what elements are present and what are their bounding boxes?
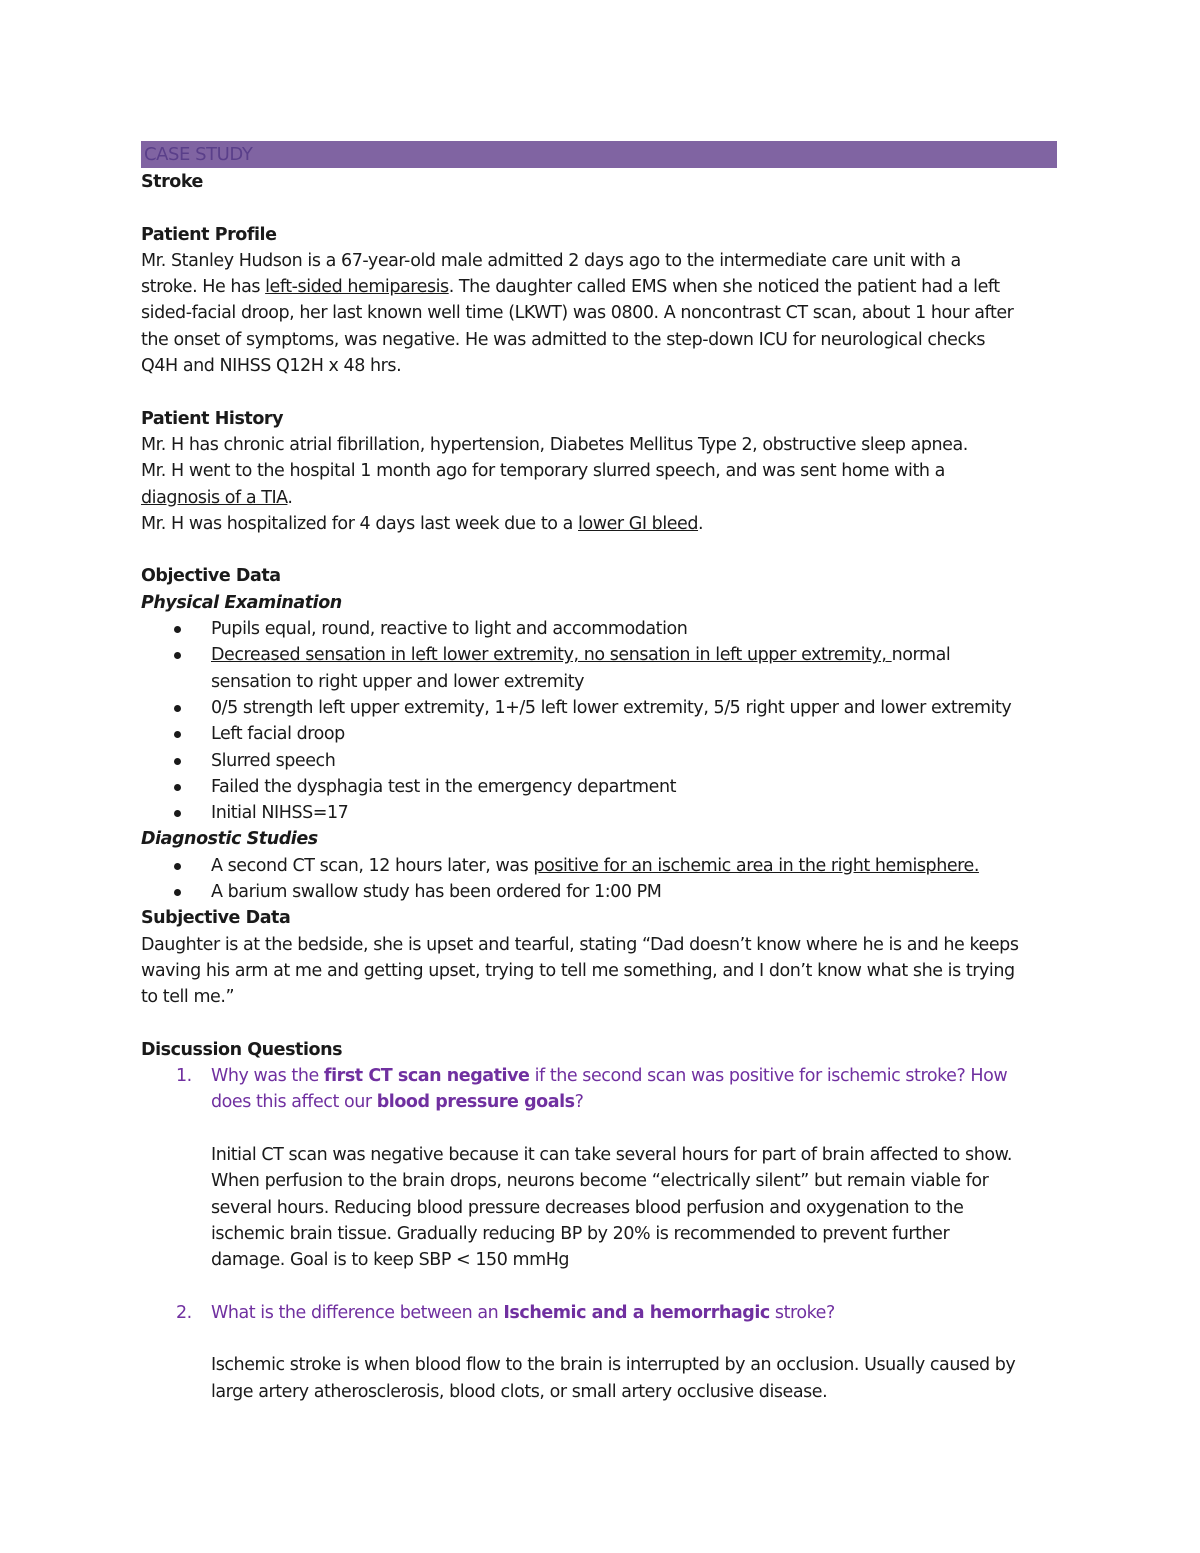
- profile-line: sided-facial droop, her last known well time (LKWT) was 0800. A noncontrast CT scan, about 1 hour after: [141, 303, 1014, 324]
- underlined-text: lower GI bleed: [578, 513, 699, 534]
- subjective-line: to tell me.”: [141, 987, 235, 1008]
- bullet-icon: [174, 731, 181, 738]
- bullet-icon: [174, 784, 181, 791]
- case-study-banner: CASE STUDY: [141, 141, 1057, 168]
- bullet-icon: [174, 705, 181, 712]
- underlined-text: Decreased sensation in left lower extremity, no sensation in left upper extremity,: [211, 645, 892, 666]
- answer-line: damage. Goal is to keep SBP < 150 mmHg: [211, 1250, 570, 1271]
- history-line: Mr. H was hospitalized for 4 days last week due to a lower GI bleed.: [141, 513, 704, 534]
- answer-line: When perfusion to the brain drops, neurons become “electrically silent” but remain viable for: [211, 1171, 989, 1192]
- subjective-line: waving his arm at me and getting upset, trying to tell me something, and I don’t know what she is trying: [141, 960, 1015, 981]
- discussion-questions-heading: Discussion Questions: [141, 1039, 343, 1060]
- list-item: A barium swallow study has been ordered for 1:00 PM: [141, 879, 1057, 905]
- question-1-continuation: does this affect our blood pressure goals?: [211, 1092, 584, 1113]
- list-item: Pupils equal, round, reactive to light and accommodation: [141, 616, 1057, 642]
- profile-line: stroke. He has left-sided hemiparesis. The daughter called EMS when she noticed the patient had a left: [141, 277, 1000, 298]
- list-item: A second CT scan, 12 hours later, was positive for an ischemic area in the right hemisphere.: [141, 853, 1057, 879]
- question-2: 2. What is the difference between an Ischemic and a hemorrhagic stroke?: [141, 1300, 1057, 1326]
- bullet-icon: [174, 652, 181, 659]
- question-1: 1. Why was the first CT scan negative if the second scan was positive for ischemic stroke? How: [141, 1063, 1057, 1089]
- history-line: Mr. H went to the hospital 1 month ago for temporary slurred speech, and was sent home with a: [141, 461, 945, 482]
- list-item: Failed the dysphagia test in the emergency department: [141, 774, 1057, 800]
- bullet-icon: [174, 626, 181, 633]
- question-number: 2.: [176, 1302, 192, 1323]
- document-title: Stroke: [141, 172, 203, 192]
- subjective-data-heading: Subjective Data: [141, 908, 291, 929]
- profile-line: the onset of symptoms, was negative. He was admitted to the step-down ICU for neurological checks: [141, 329, 986, 350]
- list-item: Initial NIHSS=17: [141, 800, 1057, 826]
- list-item-continuation: sensation to right upper and lower extremity: [211, 671, 585, 692]
- profile-line: Mr. Stanley Hudson is a 67-year-old male admitted 2 days ago to the intermediate care unit with a: [141, 250, 961, 271]
- answer-line: ischemic brain tissue. Gradually reducing BP by 20% is recommended to prevent further: [211, 1223, 950, 1244]
- history-line: diagnosis of a TIA.: [141, 487, 293, 508]
- document-page: [141, 141, 1057, 1405]
- patient-history-heading: Patient History: [141, 408, 284, 429]
- list-item: 0/5 strength left upper extremity, 1+/5 left lower extremity, 5/5 right upper and lower extremity: [141, 695, 1057, 721]
- bullet-icon: [174, 863, 181, 870]
- underlined-text: left-sided hemiparesis: [265, 277, 449, 298]
- subjective-line: Daughter is at the bedside, she is upset and tearful, stating “Dad doesn’t know where he is and he keeps: [141, 934, 1019, 955]
- answer-line: Initial CT scan was negative because it can take several hours for part of brain affected to show.: [211, 1144, 1012, 1165]
- history-line: Mr. H has chronic atrial fibrillation, hypertension, Diabetes Mellitus Type 2, obstructive sleep apnea.: [141, 434, 968, 455]
- question-number: 1.: [176, 1066, 192, 1087]
- patient-profile-heading: Patient Profile: [141, 224, 277, 245]
- list-item: Left facial droop: [141, 721, 1057, 747]
- answer-line: several hours. Reducing blood pressure decreases blood perfusion and oxygenation to the: [211, 1197, 964, 1218]
- objective-data-heading: Objective Data: [141, 566, 281, 587]
- profile-line: Q4H and NIHSS Q12H x 48 hrs.: [141, 356, 402, 377]
- list-item: Slurred speech: [141, 748, 1057, 774]
- underlined-text: diagnosis of a TIA: [141, 487, 288, 508]
- underlined-text: positive for an ischemic area in the right hemisphere.: [533, 855, 979, 876]
- answer-line: large artery atherosclerosis, blood clots, or small artery occlusive disease.: [211, 1381, 828, 1402]
- physical-exam-subheading: Physical Examination: [141, 592, 342, 613]
- bullet-icon: [174, 810, 181, 817]
- bullet-icon: [174, 758, 181, 765]
- list-item: Decreased sensation in left lower extremity, no sensation in left upper extremity, normal: [141, 642, 1057, 668]
- bullet-icon: [174, 889, 181, 896]
- diagnostic-studies-heading: Diagnostic Studies: [141, 829, 318, 850]
- answer-line: Ischemic stroke is when blood flow to the brain is interrupted by an occlusion. Usually caused by: [211, 1355, 1016, 1376]
